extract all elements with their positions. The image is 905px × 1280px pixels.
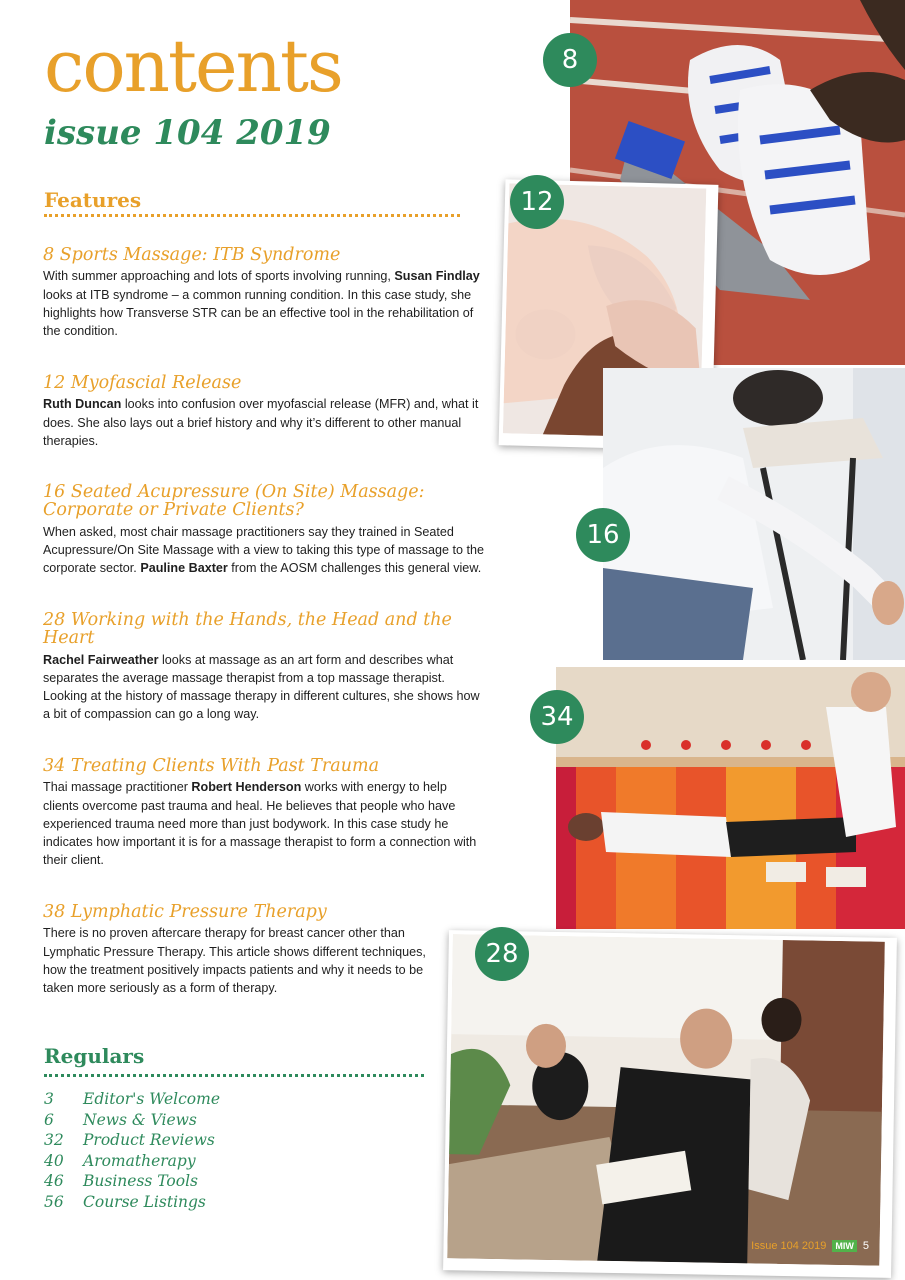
- page-badge-12: 12: [510, 175, 564, 229]
- article-past-trauma[interactable]: [43, 757, 483, 869]
- photo-thai-massage: [556, 667, 905, 929]
- regular-item[interactable]: 32 Product Reviews: [44, 1131, 215, 1150]
- page-footer: [751, 1240, 869, 1252]
- features-heading: Features: [44, 188, 142, 212]
- article-title[interactable]: 28 Working with the Hands, the Head and the Heart: [43, 610, 452, 649]
- author-name: Rachel Fairweather: [43, 652, 159, 667]
- regulars-divider: [44, 1074, 424, 1077]
- page-number: 5: [862, 1240, 869, 1252]
- page-badge-28: 28: [475, 927, 529, 981]
- article-summary: Rachel Fairweather looks at massage as an art form and describes what separates the average massage therapist from a top massage therapist. Looking at the history of massage therapy in different cultures, she shows how a bit of compassion can go a long way.: [43, 652, 480, 722]
- article-summary: There is no proven aftercare therapy for breast cancer other than Lymphatic Pressure Therapy. This article shows different techniques, how the treatment positively impacts patients and why it needs to be taken more seriously as a form of therapy.: [43, 926, 426, 995]
- page-badge-34: 34: [530, 690, 584, 744]
- article-title[interactable]: 34 Treating Clients With Past Trauma: [43, 756, 380, 776]
- photo-seated-massage: [603, 368, 905, 660]
- page-title: contents: [44, 24, 342, 108]
- author-name: Pauline Baxter: [140, 561, 228, 576]
- article-title[interactable]: 12 Myofascial Release: [43, 373, 242, 393]
- regular-item[interactable]: 6 News & Views: [44, 1110, 197, 1129]
- issue-subtitle: issue 104 2019: [44, 113, 331, 153]
- article-summary: With summer approaching and lots of sports involving running, Susan Findlay looks at ITB syndrome – a common running condition. In this case study, she highlights how Transverse STR can be an effective tool in the rehabilitation of the condition.: [43, 269, 480, 338]
- regular-item[interactable]: 46 Business Tools: [44, 1172, 198, 1191]
- thai-massage-image: [556, 667, 905, 929]
- article-seated-acupressure[interactable]: [43, 483, 493, 577]
- photo-workshop: [443, 930, 897, 1278]
- author-name: Robert Henderson: [191, 780, 302, 795]
- magazine-logo: MIW: [832, 1240, 857, 1252]
- regular-item[interactable]: 3 Editor's Welcome: [44, 1090, 220, 1108]
- workshop-image: [447, 934, 885, 1265]
- article-myofascial-release[interactable]: [43, 374, 483, 450]
- page-badge-8: 8: [543, 33, 597, 87]
- footer-issue: Issue 104 2019: [751, 1240, 827, 1252]
- article-hands-head-heart[interactable]: [43, 611, 488, 724]
- article-sports-massage[interactable]: [43, 246, 483, 340]
- article-title[interactable]: 16 Seated Acupressure (On Site) Massage: Corporate or Private Clients?: [43, 482, 425, 521]
- features-divider: [44, 214, 460, 217]
- page-badge-16: 16: [576, 508, 630, 562]
- regulars-heading: Regulars: [44, 1044, 145, 1068]
- article-title[interactable]: 38 Lymphatic Pressure Therapy: [43, 902, 327, 922]
- article-lymphatic-pressure[interactable]: [43, 903, 438, 997]
- regulars-list: [44, 1089, 220, 1213]
- article-title[interactable]: 8 Sports Massage: ITB Syndrome: [43, 245, 341, 265]
- author-name: Ruth Duncan: [43, 397, 122, 412]
- article-summary: Thai massage practitioner Robert Henderson works with energy to help clients overcome past trauma and heal. He believes that people who have experienced trauma need more than just bodywork. In this case study he indicates how important it is for a massage therapist to form a connection with their client.: [43, 780, 477, 868]
- article-summary: When asked, most chair massage practitioners say they trained in Seated Acupressure/On Site Massage with a view to taking this type of massage to the corporate sector. Pauline Baxter from the AOSM challenges this general view.: [43, 524, 485, 576]
- article-summary: Ruth Duncan looks into confusion over myofascial release (MFR) and, what it does. She also lays out a brief history and why it’s different to other manual therapies.: [43, 397, 479, 448]
- author-name: Susan Findlay: [394, 269, 480, 284]
- regular-item[interactable]: 40 Aromatherapy: [44, 1151, 196, 1170]
- regular-item[interactable]: 56 Course Listings: [44, 1192, 206, 1211]
- seated-massage-image: [603, 368, 905, 660]
